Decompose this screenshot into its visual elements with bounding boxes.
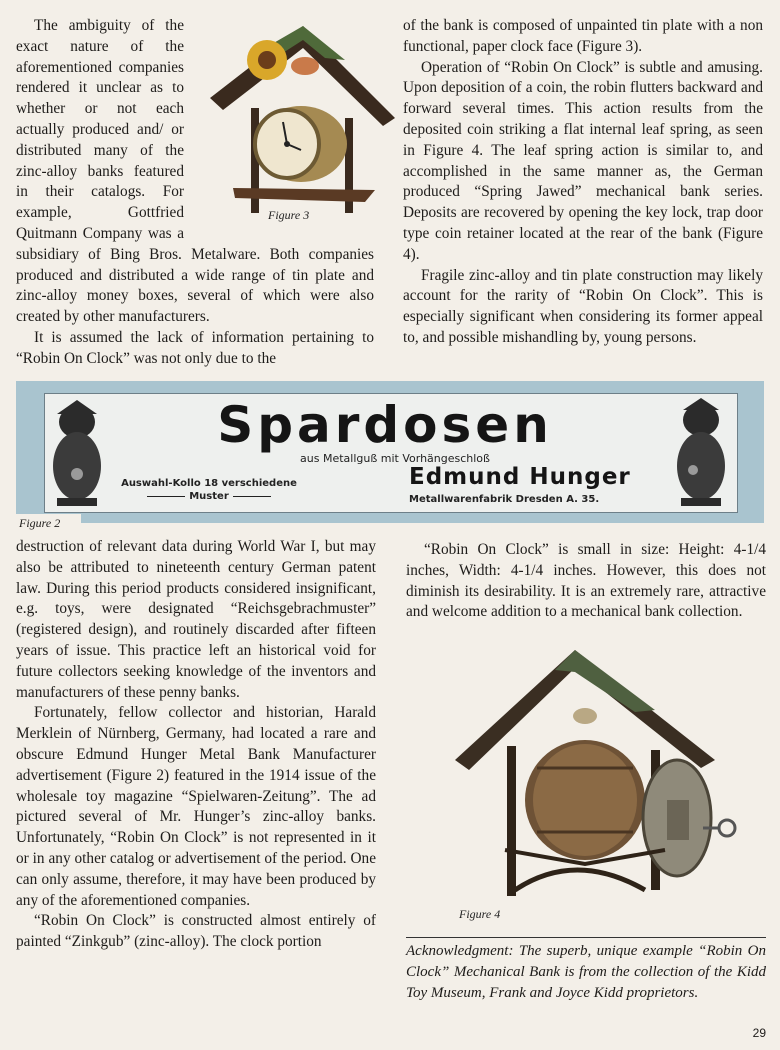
paragraph: destruction of relevant data during World War I, but may also be attributed to nineteenth century German patent law. During this period products considered insignificant, e.g. toys, were designated “Reichsgebrachmuster” (registered design), and routinely discarded after fifteen years of issue. This practice left an historical void for future collectors seeking knowledge of the inventors and manufacturers of these penny banks. <box>16 538 376 701</box>
key-icon <box>719 820 735 836</box>
paragraph: Fragile zinc-alloy and tin plate construction may likely account for the rarity of “Robin On Clock”. This is especially significant when considering its former appeal to, and possible mishandling by, young persons. <box>403 266 763 346</box>
advertisement-panel <box>44 393 738 513</box>
ad-selection-line-2 <box>119 490 299 503</box>
ad-factory-address: Metallwarenfabrik Dresden A. 35. <box>409 494 600 505</box>
figure-3-image <box>205 18 400 228</box>
paragraph: Fortunately, fellow collector and historian, Harald Merklein of Nürnberg, Germany, had located a rare and obscure Edmund Hunger Metal Bank Manufacturer advertisement (Figure 2) featured in the 1914 issue of the wholesale toy magazine “Spielwaren-Zeitung”. The ad pictured several of Mr. Hunger’s zinc-alloy banks. Unfortunately, “Robin On Clock” is not represented in it or in any other catalog or advertisement of the period. One can only assume, therefore, it may have been produced by any of the aforementioned companies. <box>16 704 376 909</box>
figure-3-caption: Figure 3 <box>268 208 310 222</box>
column-1-bottom <box>16 537 376 953</box>
ad-subtitle: aus Metallguß mit Vorhängeschloß <box>300 452 490 465</box>
ad-company-name: Edmund Hunger <box>409 464 631 490</box>
bear-figure-left-icon <box>47 400 107 508</box>
ad-selection-text <box>119 477 299 503</box>
figure-4-caption: Figure 4 <box>459 907 501 921</box>
ad-selection-line: Auswahl-Kollo 18 verschiedene <box>121 478 297 489</box>
figure-2-advertisement <box>16 381 764 523</box>
paragraph: “Robin On Clock” is small in size: Height: 4-1/4 inches, Width: 4-1/4 inches. However, this does not diminish its desirability. It is an extremely rare, attractive and welcome addition to a mechanical bank collection. <box>406 541 766 621</box>
figure-2-caption: Figure 2 <box>16 514 81 532</box>
paragraph: It is assumed the lack of information pertaining to “Robin On Clock” was not only due to the <box>16 328 374 367</box>
page-number: 29 <box>752 1026 766 1040</box>
paragraph: Operation of “Robin On Clock” is subtle and amusing. Upon deposition of a coin, the robin flutters backward and forward several times. This action results from the deposited coin striking a flat internal leaf spring, as seen in Figure 4. The leaf spring action is similar to, and accomplished in the same manner as, the German produced “Spring Jawed” mechanical bank series. Deposits are recovered by opening the key lock, trap door type coin retainer located at the rear of the bank (Figure 4). <box>403 58 763 263</box>
acknowledgment: Acknowledgment: The superb, unique example “Robin On Clock” Mechanical Bank is from the collection of the Kidd Toy Museum, Frank and Joyce Kidd proprietors. <box>406 943 766 1001</box>
robin-icon <box>291 57 319 75</box>
figure-4-image <box>445 650 745 930</box>
paragraph: The ambiguity of the exact nature of the aforementioned companies rendered it unclear as to whether or not each actually produced and/ or distributed many of the zinc-alloy banks featured in their catalogs. For example, Gottfried Quitmann Company was a subsidiary of Bing Bros. Metalware. Both companies produced and distributed a wide range of tin plate and zinc-alloy money boxes, several of which were also created by other manufacturers. <box>16 17 374 326</box>
column-2-bottom <box>406 540 766 623</box>
bear-figure-right-icon <box>671 398 731 508</box>
column-2-top <box>403 16 763 349</box>
ad-title: Spardosen <box>217 396 553 454</box>
acknowledgment-divider <box>406 937 766 938</box>
paragraph: “Robin On Clock” is constructed almost entirely of painted “Zinkgub” (zinc-alloy). The clock portion <box>16 912 376 951</box>
ad-pattern-label: Muster <box>189 491 229 502</box>
robin-icon <box>573 708 597 724</box>
paragraph: of the bank is composed of unpainted tin plate with a non functional, paper clock face (Figure 3). <box>403 17 763 55</box>
